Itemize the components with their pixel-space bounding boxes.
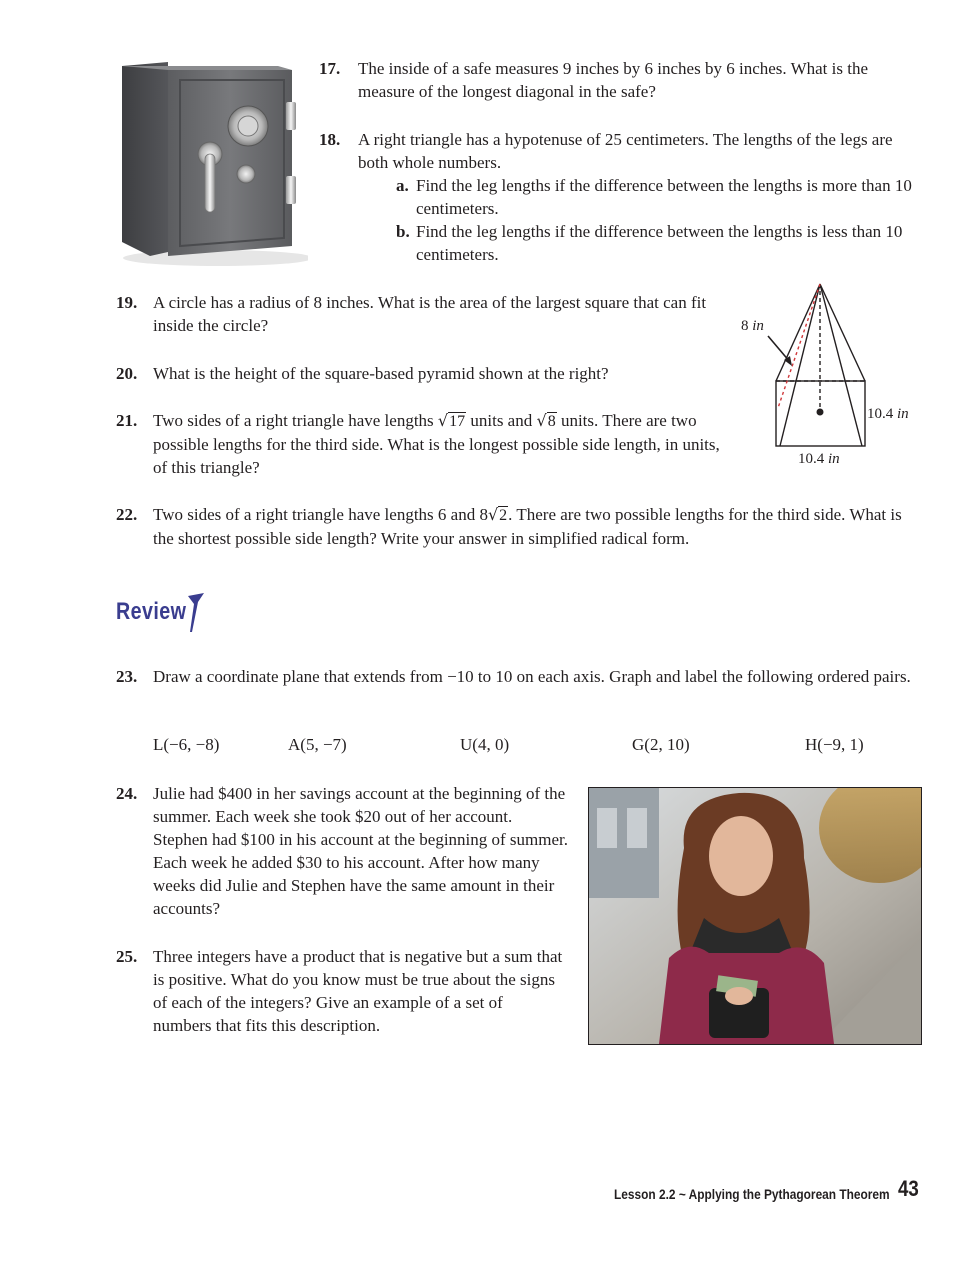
footer-lesson-title: Lesson 2.2 ~ Applying the Pythagorean Theorem	[614, 1186, 890, 1202]
pyramid-diagram	[738, 278, 928, 470]
safe-image	[108, 56, 308, 268]
problem-25-number: 25.	[116, 947, 138, 966]
problem-21-text: Two sides of a right triangle have lengths √17 units and √8 units. There are two possible lengths for the third side. What is the longest possible side length, in units, of this triangle?	[153, 411, 720, 477]
page-number: 43	[898, 1176, 919, 1201]
problem-24-text: Julie had $400 in her savings account at the beginning of the summer. Each week she took $20 out of her account. Stephen had $100 in his account at the beginning of summer. Each week he added $30 to his account. After how many weeks did Julie and Stephen have the same amount in their accounts?	[153, 784, 569, 918]
ordered-pair: U(4, 0)	[460, 735, 510, 754]
problem-17-text: The inside of a safe measures 9 inches by 6 inches by 6 inches. What is the measure of the longest diagonal in the safe?	[358, 59, 869, 101]
problem-20-number: 20.	[116, 364, 138, 383]
problem-22-number: 22.	[116, 505, 138, 524]
problem-20-text: What is the height of the square-based pyramid shown at the right?	[153, 364, 609, 383]
radical-8: √8	[536, 411, 556, 430]
girl-wallet-photo	[588, 787, 922, 1045]
problem-24-number: 24.	[116, 784, 138, 803]
problem-23-text: Draw a coordinate plane that extends from −10 to 10 on each axis. Graph and label the following ordered pairs.	[153, 667, 911, 686]
problem-18-number: 18.	[319, 130, 341, 149]
slant-height-label: 8 in	[741, 318, 764, 334]
problem-18a-label: a.	[396, 176, 409, 195]
problem-19-text: A circle has a radius of 8 inches. What is the area of the largest square that can fit inside the circle?	[153, 293, 707, 335]
problem-19-number: 19.	[116, 293, 138, 312]
review-swoosh	[186, 592, 206, 634]
problem-23-number: 23.	[116, 667, 138, 686]
problem-17-number: 17.	[319, 59, 341, 78]
problem-22-text: Two sides of a right triangle have lengths 6 and 8√2. There are two possible lengths for the third side. What is the shortest possible side length? Write your answer in simplified radical form.	[153, 505, 902, 548]
problem-21-number: 21.	[116, 411, 138, 430]
problem-18a-text: Find the leg lengths if the difference between the lengths is more than 10 centimeters.	[416, 176, 912, 218]
ordered-pair: A(5, −7)	[288, 735, 347, 754]
ordered-pair: H(−9, 1)	[805, 735, 864, 754]
problem-25-text: Three integers have a product that is negative but a sum that is positive. What do you know must be true about the signs of each of the integers? Give an example of a set of numbers that fits this description.	[153, 947, 563, 1035]
problem-18b-text: Find the leg lengths if the difference between the lengths is less than 10 centimeters.	[416, 222, 903, 264]
review-heading: Review	[116, 598, 187, 625]
radical-8-root-2: 8√2	[479, 505, 508, 524]
ordered-pair: L(−6, −8)	[153, 735, 220, 754]
side-length-label: 10.4 in	[867, 406, 909, 422]
base-length-label: 10.4 in	[798, 451, 840, 467]
problem-18b-label: b.	[396, 222, 410, 241]
ordered-pair: G(2, 10)	[632, 735, 690, 754]
radical-17: √17	[437, 411, 466, 430]
problem-18-text: A right triangle has a hypotenuse of 25 centimeters. The lengths of the legs are both whole numbers.	[358, 130, 893, 172]
